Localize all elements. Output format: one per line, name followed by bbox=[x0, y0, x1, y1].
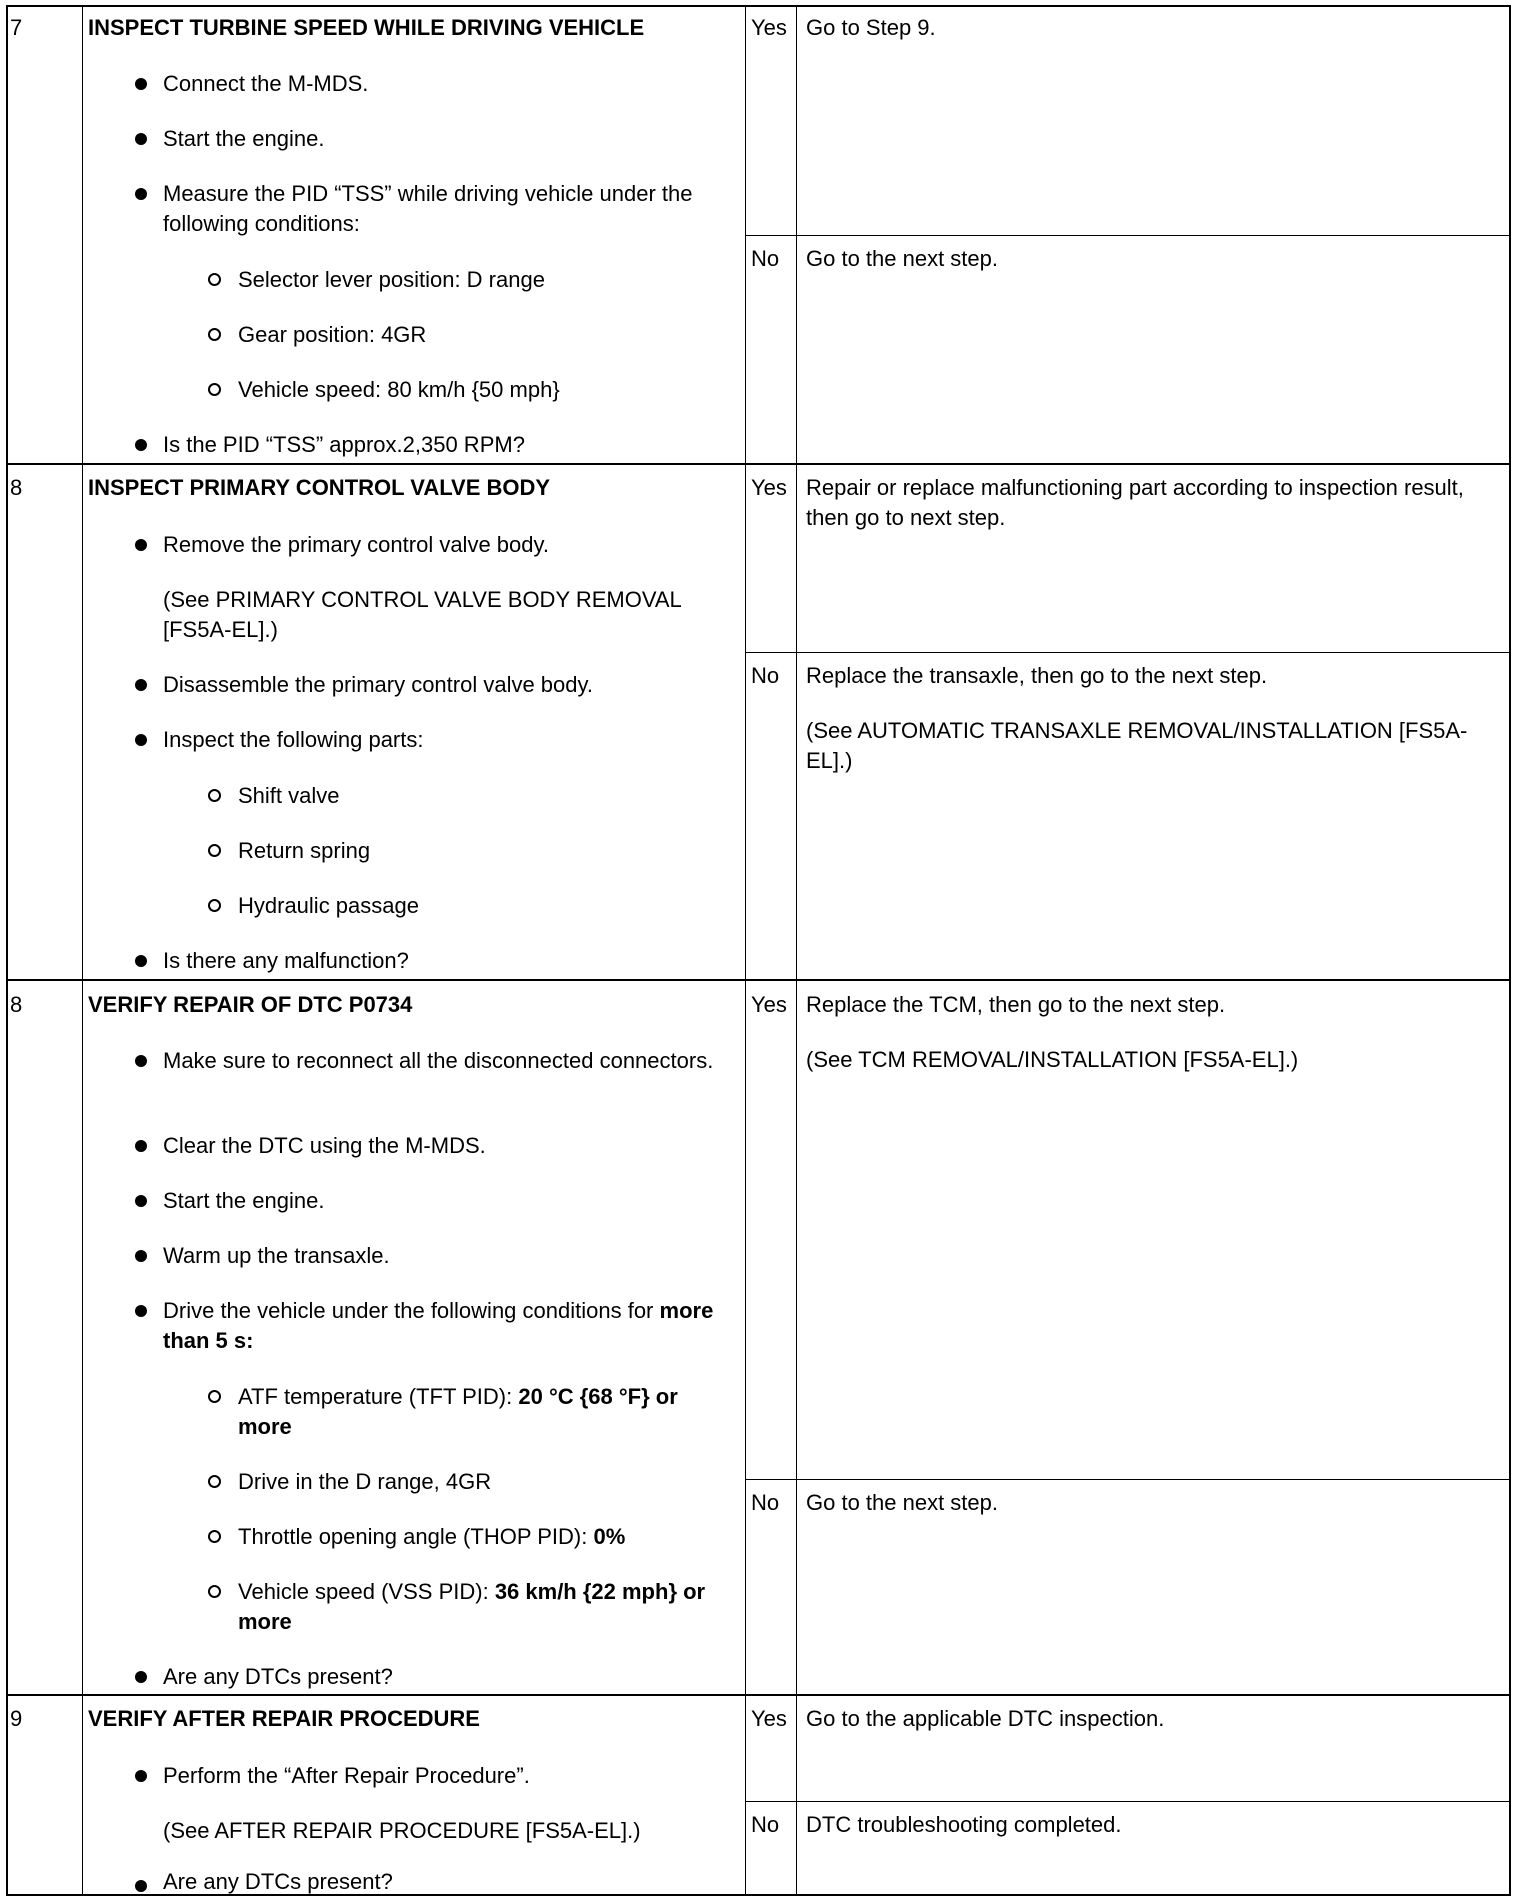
step-item: Clear the DTC using the M-MDS. bbox=[163, 1133, 486, 1158]
bullet-icon bbox=[135, 539, 147, 551]
step-item: Make sure to reconnect all the disconnected connectors. bbox=[163, 1048, 714, 1073]
bullet-icon bbox=[135, 439, 147, 451]
condition-value: 0% bbox=[593, 1524, 626, 1549]
step-title: INSPECT PRIMARY CONTROL VALVE BODY bbox=[88, 475, 551, 500]
step-item: Disassemble the primary control valve body. bbox=[163, 672, 593, 697]
bullet-icon bbox=[135, 734, 147, 746]
yes-no-divider bbox=[745, 1479, 1511, 1480]
sub-bullet-icon bbox=[208, 1390, 221, 1403]
condition-label: Vehicle speed (VSS PID): bbox=[238, 1579, 489, 1604]
condition-label: Throttle opening angle (THOP PID): bbox=[238, 1524, 588, 1549]
bullet-icon bbox=[135, 1140, 147, 1152]
sub-bullet-icon bbox=[208, 899, 221, 912]
no-label: No bbox=[751, 663, 780, 688]
sub-bullet-icon bbox=[208, 844, 221, 857]
no-result: Replace the transaxle, then go to the next step. bbox=[806, 663, 1268, 688]
duration-requirement: more than 5 s: bbox=[163, 1298, 714, 1353]
bullet-icon bbox=[135, 1305, 147, 1317]
step-item: Is there any malfunction? bbox=[163, 948, 409, 973]
sub-bullet-icon bbox=[208, 789, 221, 802]
sub-bullet-icon bbox=[208, 1585, 221, 1598]
step-item: Are any DTCs present? bbox=[163, 1664, 393, 1689]
bullet-icon bbox=[135, 188, 147, 200]
no-result-reference: (See AUTOMATIC TRANSAXLE REMOVAL/INSTALLATION [FS5A-EL].) bbox=[806, 718, 1468, 773]
step-subitem: Return spring bbox=[238, 838, 371, 863]
yes-result: Repair or replace malfunctioning part according to inspection result, then go to next step. bbox=[806, 475, 1464, 530]
bullet-icon bbox=[135, 1770, 147, 1782]
step-item: Measure the PID “TSS” while driving vehicle under the following conditions: bbox=[163, 181, 693, 236]
sub-bullet-icon bbox=[208, 383, 221, 396]
step-number: 7 bbox=[10, 15, 23, 40]
sub-bullet-icon bbox=[208, 328, 221, 341]
step-subitem: Vehicle speed: 80 km/h {50 mph} bbox=[238, 377, 560, 402]
step-item: Perform the “After Repair Procedure”. bbox=[163, 1763, 530, 1788]
step-number: 8 bbox=[10, 475, 23, 500]
yes-label: Yes bbox=[751, 15, 787, 40]
step-subitem bbox=[238, 1522, 718, 1552]
no-result: Go to the next step. bbox=[806, 246, 999, 271]
step-item: Inspect the following parts: bbox=[163, 727, 424, 752]
column-divider-action bbox=[745, 5, 746, 1896]
bullet-icon bbox=[135, 1671, 147, 1683]
step-item: Start the engine. bbox=[163, 1188, 325, 1213]
sub-bullet-icon bbox=[208, 1475, 221, 1488]
bullet-icon bbox=[135, 133, 147, 145]
bullet-icon bbox=[135, 1250, 147, 1262]
step-number: 9 bbox=[10, 1706, 23, 1731]
step-subitem: Gear position: 4GR bbox=[238, 322, 427, 347]
step-item-text: Drive the vehicle under the following conditions for bbox=[163, 1298, 654, 1323]
no-label: No bbox=[751, 1490, 780, 1515]
column-divider-step bbox=[82, 5, 83, 1896]
step-title: VERIFY REPAIR OF DTC P0734 bbox=[88, 992, 413, 1017]
bullet-icon bbox=[135, 679, 147, 691]
step-item: Are any DTCs present? bbox=[163, 1869, 393, 1894]
step-title: VERIFY AFTER REPAIR PROCEDURE bbox=[88, 1706, 480, 1731]
no-result: Go to the next step. bbox=[806, 1490, 999, 1515]
step-item: Start the engine. bbox=[163, 126, 325, 151]
yes-no-divider bbox=[745, 1801, 1511, 1802]
bullet-icon bbox=[135, 1055, 147, 1067]
bullet-icon bbox=[135, 955, 147, 967]
step-item: Warm up the transaxle. bbox=[163, 1243, 390, 1268]
step-item bbox=[163, 1296, 723, 1356]
step-item: Remove the primary control valve body. bbox=[163, 532, 549, 557]
no-result: DTC troubleshooting completed. bbox=[806, 1812, 1122, 1837]
row-divider bbox=[6, 463, 1511, 465]
yes-label: Yes bbox=[751, 475, 787, 500]
no-label: No bbox=[751, 1812, 780, 1837]
step-subitem: Hydraulic passage bbox=[238, 893, 419, 918]
column-divider-answer bbox=[796, 5, 797, 1896]
step-title: INSPECT TURBINE SPEED WHILE DRIVING VEHICLE bbox=[88, 15, 645, 40]
condition-label: ATF temperature (TFT PID): bbox=[238, 1384, 513, 1409]
yes-result: Replace the TCM, then go to the next step. bbox=[806, 992, 1226, 1017]
sub-bullet-icon bbox=[208, 1530, 221, 1543]
bullet-icon bbox=[135, 1880, 147, 1892]
step-reference: (See AFTER REPAIR PROCEDURE [FS5A-EL].) bbox=[163, 1818, 641, 1843]
step-subitem bbox=[238, 1577, 718, 1637]
row-divider bbox=[6, 979, 1511, 981]
yes-label: Yes bbox=[751, 1706, 787, 1731]
yes-result-reference: (See TCM REMOVAL/INSTALLATION [FS5A-EL].) bbox=[806, 1047, 1299, 1072]
yes-no-divider bbox=[745, 652, 1511, 653]
row-divider bbox=[6, 1694, 1511, 1696]
yes-result: Go to Step 9. bbox=[806, 15, 936, 40]
step-subitem: Shift valve bbox=[238, 783, 340, 808]
step-reference: (See PRIMARY CONTROL VALVE BODY REMOVAL [FS5A-EL].) bbox=[163, 587, 681, 642]
yes-no-divider bbox=[745, 235, 1511, 236]
bullet-icon bbox=[135, 1195, 147, 1207]
condition-value: 20 °C {68 °F} or more bbox=[238, 1384, 678, 1439]
step-subitem: Selector lever position: D range bbox=[238, 267, 545, 292]
bullet-icon bbox=[135, 78, 147, 90]
step-item: Is the PID “TSS” approx.2,350 RPM? bbox=[163, 432, 525, 457]
step-subitem bbox=[238, 1382, 718, 1442]
no-label: No bbox=[751, 246, 780, 271]
yes-label: Yes bbox=[751, 992, 787, 1017]
step-number: 8 bbox=[10, 992, 23, 1017]
sub-bullet-icon bbox=[208, 273, 221, 286]
step-item: Connect the M-MDS. bbox=[163, 71, 369, 96]
condition-value: 36 km/h {22 mph} or more bbox=[238, 1579, 706, 1634]
step-subitem: Drive in the D range, 4GR bbox=[238, 1469, 492, 1494]
yes-result: Go to the applicable DTC inspection. bbox=[806, 1706, 1165, 1731]
